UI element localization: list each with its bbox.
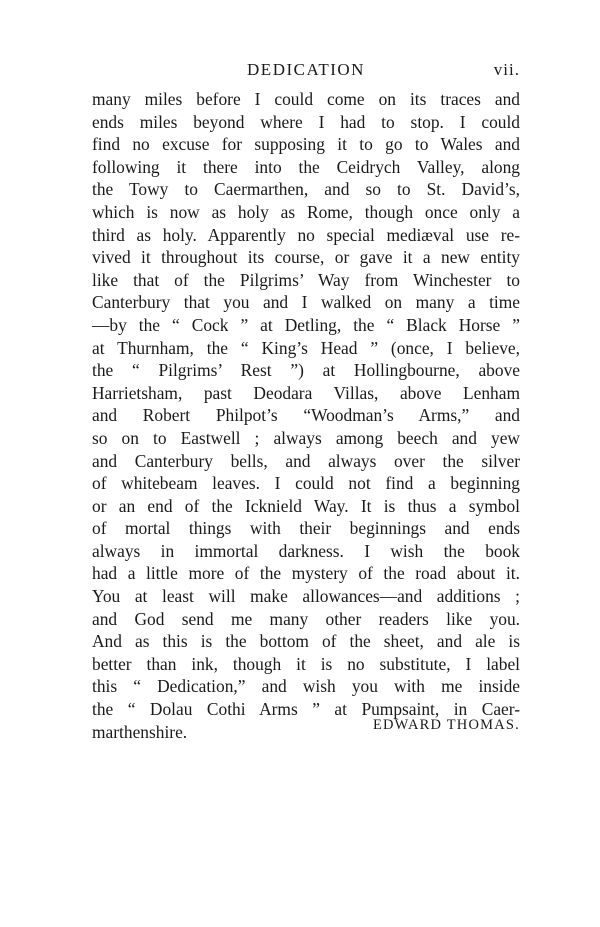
text-line: and God send me many other readers like you. bbox=[92, 608, 520, 629]
text-line: and Canterbury bells, and always over the silver bbox=[92, 450, 520, 471]
text-line: at Thurnham, the “ King’s Head ” (once, I believe, bbox=[92, 337, 520, 358]
text-line: marthenshire. bbox=[92, 721, 188, 742]
text-line: And as this is the bottom of the sheet, and ale is bbox=[92, 631, 520, 652]
text-line: You at least will make allowances—and additions ; bbox=[92, 586, 520, 607]
text-line: which is now as holy as Rome, though once only a bbox=[92, 201, 520, 222]
text-line: of mortal things with their beginnings and ends bbox=[92, 518, 520, 539]
text-line: always in immortal darkness. I wish the book bbox=[92, 540, 520, 561]
text-line: following it there into the Ceidrych Valley, along bbox=[92, 156, 520, 177]
text-line: Harrietsham, past Deodara Villas, above Lenham bbox=[92, 382, 520, 403]
text-line: this “ Dedication,” and wish you with me inside bbox=[92, 676, 520, 697]
text-line: third as holy. Apparently no special mediæval use re- bbox=[92, 224, 520, 245]
text-line: so on to Eastwell ; always among beech and yew bbox=[92, 427, 520, 448]
page-title: DEDICATION bbox=[247, 60, 365, 79]
text-line: find no excuse for supposing it to go to Wales and bbox=[92, 134, 520, 155]
text-line: the Towy to Caermarthen, and so to St. David’s, bbox=[92, 179, 520, 200]
text-line: the “ Pilgrims’ Rest ”) at Hollingbourne, above bbox=[92, 360, 520, 381]
text-line: like that of the Pilgrims’ Way from Winchester to bbox=[92, 269, 520, 290]
text-line: Canterbury that you and I walked on many a time bbox=[92, 292, 520, 313]
text-line: vived it throughout its course, or gave it a new entity bbox=[92, 247, 520, 268]
author-signature: EDWARD THOMAS. bbox=[372, 717, 520, 733]
text-line: or an end of the Icknield Way. It is thus a symbol bbox=[92, 495, 520, 516]
dedication-text bbox=[92, 88, 520, 743]
text-line: and Robert Philpot’s “Woodman’s Arms,” and bbox=[92, 405, 520, 426]
text-line: many miles before I could come on its traces and bbox=[92, 89, 520, 109]
text-line: ends miles beyond where I had to stop. I could bbox=[92, 111, 520, 132]
running-head bbox=[92, 58, 520, 82]
page-number: vii. bbox=[493, 60, 520, 79]
text-line: had a little more of the mystery of the road about it. bbox=[92, 563, 520, 584]
text-line: better than ink, though it is no substitute, I label bbox=[92, 653, 520, 674]
text-line: —by the “ Cock ” at Detling, the “ Black Horse ” bbox=[92, 314, 520, 335]
text-line: of whitebeam leaves. I could not find a beginning bbox=[92, 473, 520, 494]
text-line: the “ Dolau Cothi Arms ” at Pumpsaint, in Caer- bbox=[92, 699, 520, 720]
